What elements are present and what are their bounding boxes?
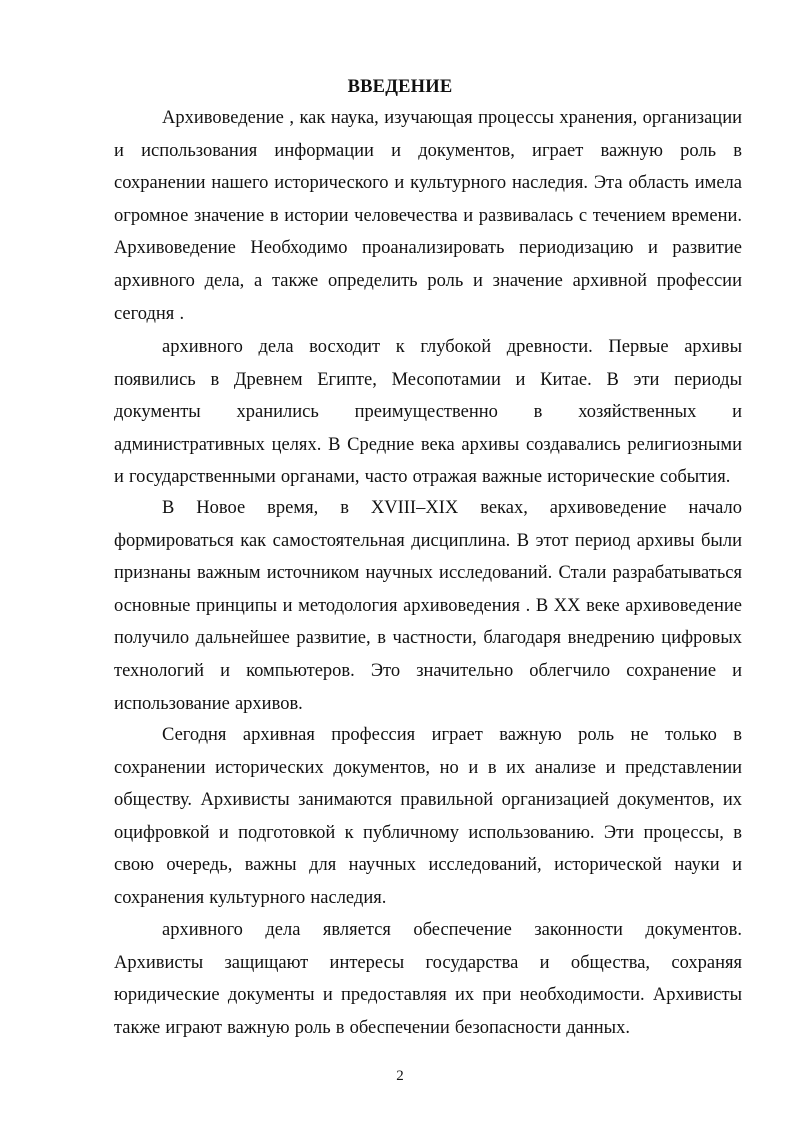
- paragraph-4: Сегодня архивная профессия играет важную роль не только в сохранении исторических документов, но и в их анализе и представлении обществу. Архивисты занимаются правильной организацией документов, их оцифровкой и подготовкой к публичному использованию. Эти процессы, в свою очередь, важны для научных исследований, исторической науки и сохранения культурного наследия.: [114, 725, 742, 908]
- paragraph-2: архивного дела восходит к глубокой древности. Первые архивы появились в Древнем Египте, Месопотамии и Китае. В эти периоды документы хранились преимущественно в хозяйственных и административных целях. В Средние века архивы создавались религиозными и государственными органами, часто отражая важные исторические события.: [114, 337, 742, 488]
- paragraph-5: архивного дела является обеспечение законности документов. Архивисты защищают интересы государства и общества, сохраняя юридические документы и предоставляя их при необходимости. Архивисты также играют важную роль в обеспечении безопасности данных.: [114, 920, 742, 1038]
- page-number: 2: [396, 1068, 404, 1084]
- paragraph-1: Архивоведение , как наука, изучающая процессы хранения, организации и использования информации и документов, играет важную роль в сохранении нашего исторического и культурного наследия. Эта область имела огромное значение в истории человечества и развивалась с течением времени. Архивоведение Необходимо проанализировать периодизацию и развитие архивного дела, а также определить роль и значение архивной профессии сегодня .: [114, 108, 742, 324]
- paragraph-3: В Новое время, в XVIII–XIX веках, архивоведение начало формироваться как самостоятельная дисциплина. В этот период архивы были признаны важным источником научных исследований. Стали разрабатываться основные принципы и методология архивоведения . В XX веке архивоведение получило дальнейшее развитие, в частности, благодаря внедрению цифровых технологий и компьютеров. Это значительно облегчило сохранение и использование архивов.: [114, 498, 742, 714]
- page-title: ВВЕДЕНИЕ: [347, 77, 453, 97]
